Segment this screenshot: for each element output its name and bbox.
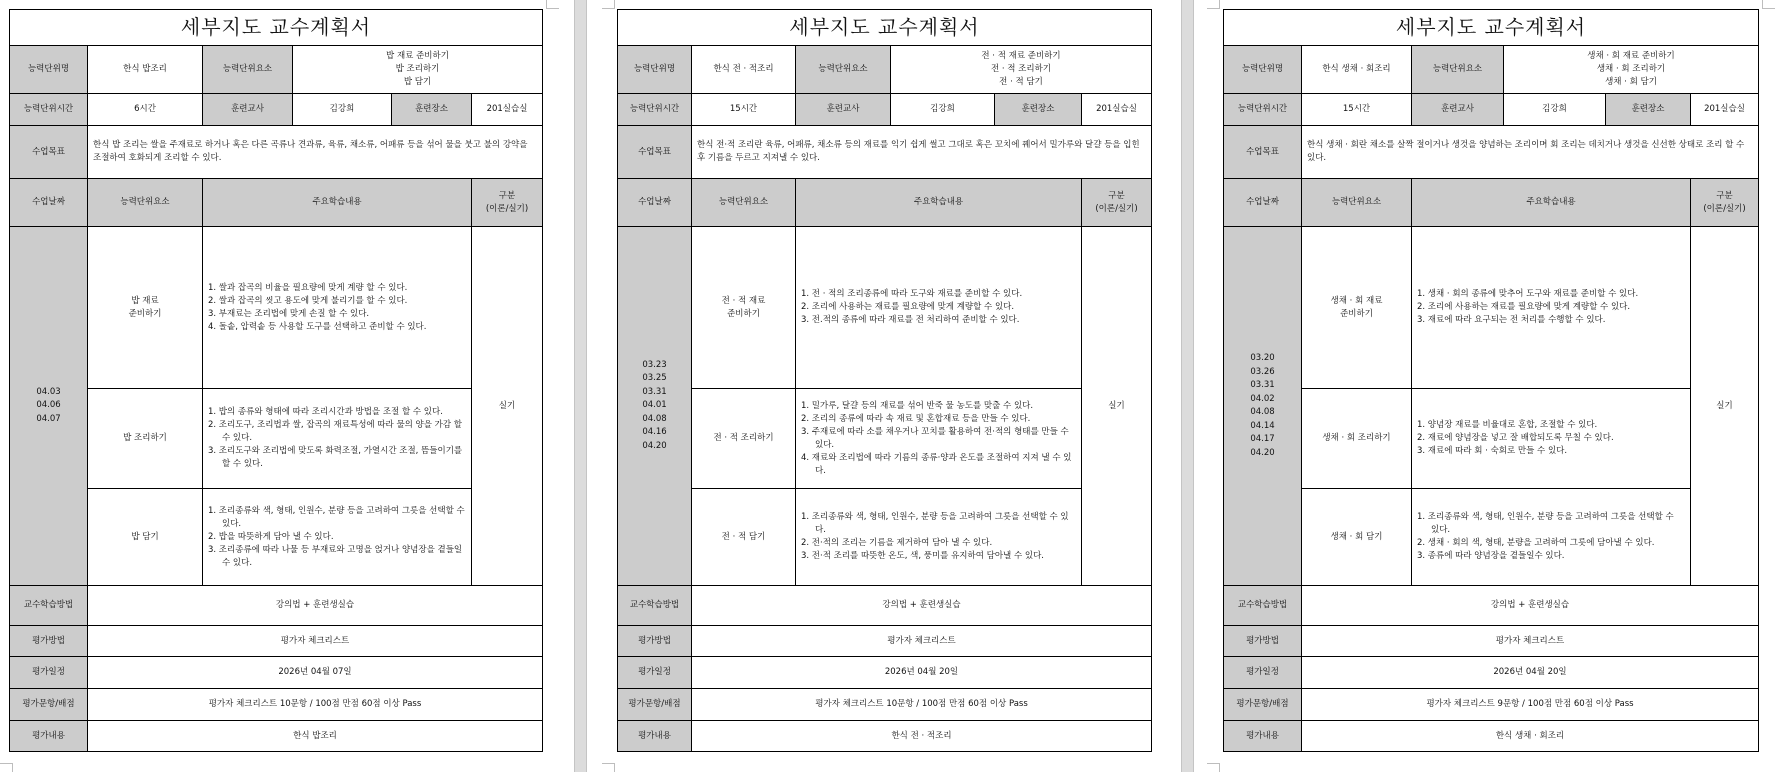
element-name-line: 전 · 적 담기 bbox=[721, 531, 766, 542]
learning-item: 1. 조리종류와 색, 형태, 인원수, 분량 등을 고려하여 그릇을 선택할 수 있다. bbox=[208, 505, 465, 529]
place-value: 201실습실 bbox=[472, 94, 543, 126]
learning-item: 1. 전 · 적의 조리종류에 따라 도구와 재료를 준비할 수 있다. bbox=[801, 289, 1023, 299]
class-date: 03.26 bbox=[1250, 366, 1275, 377]
class-date: 04.06 bbox=[36, 400, 61, 411]
page-title: 세부지도 교수계획서 bbox=[618, 10, 1152, 46]
learning-item: 1. 양념장 재료를 비율대로 혼합, 조절할 수 있다. bbox=[1417, 420, 1598, 430]
class-dates-cell bbox=[1224, 227, 1302, 586]
goal-value: 한식 밥 조리는 쌀을 주재료로 하거나 혹은 다른 곡류나 견과류, 육류, 채소류, 어패류 등을 섞어 물을 붓고 불의 강약을 조절하여 호화되게 조리할 수 있다. bbox=[88, 126, 543, 179]
eval-method-label-text: 평가방법 bbox=[638, 635, 671, 646]
learning-item: 3. 전.적의 종류에 따라 재료를 전 처리하여 준비할 수 있다. bbox=[801, 315, 1020, 325]
learning-item: 3. 조리종류에 따라 나물 등 부재료와 고명을 얹거나 양념장을 곁들일 수 있다. bbox=[208, 544, 463, 568]
place-label bbox=[392, 94, 472, 126]
element-cell bbox=[1302, 227, 1412, 389]
page-corner-mark bbox=[546, 0, 559, 9]
unit-hours-label-text: 능력단위시간 bbox=[629, 104, 680, 114]
learning-item: 1. 생채 · 회의 종류에 맞추어 도구와 재료를 준비할 수 있다. bbox=[1417, 289, 1639, 299]
element-cell bbox=[692, 227, 796, 389]
eval-items-label bbox=[618, 689, 692, 721]
unit-element-line: 생채 · 회 재료 준비하기 bbox=[1587, 51, 1675, 61]
method-label bbox=[1224, 586, 1302, 626]
learning-item: 2. 조리에 사용하는 재료를 필요량에 맞게 계량할 수 있다. bbox=[801, 302, 1015, 312]
class-date: 04.08 bbox=[1250, 407, 1275, 417]
page-title: 세부지도 교수계획서 bbox=[1224, 10, 1759, 46]
eval-date-value: 2026년 04월 20일 bbox=[692, 657, 1152, 689]
page-gap bbox=[574, 0, 587, 772]
element-name-line: 준비하기 bbox=[727, 308, 760, 319]
eval-date-value: 2026년 04월 20일 bbox=[1302, 657, 1759, 689]
eval-items-label-text: 평가문항/배점 bbox=[1236, 699, 1289, 709]
element-name-line: 생채 · 회 조리하기 bbox=[1322, 433, 1391, 443]
type-header-line: 구분 bbox=[498, 190, 516, 201]
teacher-label bbox=[203, 94, 293, 126]
element-header-text: 능력단위요소 bbox=[120, 197, 170, 207]
goal-label bbox=[618, 126, 692, 179]
learning-item: 4. 재료와 조리법에 따라 기름의 종류·양과 온도를 조절하여 지져 낼 수 있다. bbox=[801, 452, 1072, 476]
element-cell bbox=[1302, 389, 1412, 489]
element-cell bbox=[88, 489, 203, 586]
eval-content-label-text: 평가내용 bbox=[1246, 730, 1279, 741]
unit-elements-label bbox=[203, 46, 293, 94]
place-label-text: 훈련장소 bbox=[1631, 104, 1665, 114]
eval-items-label-text: 평가문항/배점 bbox=[22, 699, 75, 709]
unit-name-value: 한식 전 · 적조리 bbox=[692, 46, 796, 94]
element-cell bbox=[88, 227, 203, 389]
learning-item: 4. 돌솥, 압력솥 등 사용할 도구를 선택하고 준비할 수 있다. bbox=[208, 321, 427, 332]
teaching-plan-sheet bbox=[617, 9, 1152, 752]
element-name-line: 준비하기 bbox=[1340, 308, 1373, 319]
element-header-text: 능력단위요소 bbox=[1331, 197, 1382, 207]
unit-hours-label bbox=[1224, 94, 1302, 126]
unit-element-line: 전 · 적 조리하기 bbox=[990, 64, 1052, 74]
goal-value: 한식 전·적 조리란 육류, 어패류, 채소류 등의 재료를 익기 쉽게 썰고 그대로 혹은 꼬치에 꿰어서 밀가루와 달걀 등을 입힌 후 기름을 두르고 지져낼 수 있다. bbox=[692, 126, 1152, 179]
eval-method-value: 평가자 체크리스트 bbox=[88, 626, 543, 657]
page-corner-mark bbox=[602, 0, 615, 9]
learning-item: 1. 조리종류와 색, 형태, 인원수, 분량 등을 고려하여 그릇을 선택할 수 있다. bbox=[801, 512, 1069, 535]
content-header-text: 주요학습내용 bbox=[312, 197, 362, 207]
teacher-value: 김강희 bbox=[891, 94, 995, 126]
goal-value: 한식 생채 · 회란 채소를 살짝 절이거나 생것을 양념하는 조리이며 회 조리는 데치거나 생것을 신선한 상태로 조리 할 수 있다. bbox=[1302, 126, 1759, 179]
unit-elements-value bbox=[293, 46, 543, 94]
class-date: 03.31 bbox=[642, 386, 667, 397]
eval-date-label-text: 평가일정 bbox=[1246, 667, 1279, 677]
learning-item: 3. 조리도구와 조리법에 맞도록 화력조절, 가열시간 조절, 뜸들이기를 할 수 있다. bbox=[208, 446, 463, 469]
type-header-line: (이론/실기) bbox=[1703, 203, 1746, 214]
teacher-value: 김강희 bbox=[1504, 94, 1606, 126]
date-header-text: 수업날짜 bbox=[32, 197, 65, 207]
class-date: 04.01 bbox=[642, 400, 667, 411]
type-value: 실기 bbox=[472, 227, 543, 586]
learning-item: 1. 밀가루, 달걀 등의 재료를 섞어 반죽 물 농도를 맞출 수 있다. bbox=[801, 400, 1034, 411]
element-name-line: 생채 · 회 재료 bbox=[1330, 295, 1383, 306]
place-label-text: 훈련장소 bbox=[1021, 104, 1055, 114]
eval-content-label bbox=[1224, 721, 1302, 752]
unit-hours-label bbox=[618, 94, 692, 126]
method-label bbox=[618, 586, 692, 626]
type-header-line: (이론/실기) bbox=[485, 203, 529, 214]
unit-element-line: 밥 조리하기 bbox=[395, 64, 440, 74]
class-date: 03.31 bbox=[1250, 380, 1275, 390]
class-date: 04.07 bbox=[36, 413, 61, 424]
eval-content-value: 한식 밥조리 bbox=[88, 721, 543, 752]
teacher-value: 김강희 bbox=[293, 94, 392, 126]
unit-element-line: 전 · 적 담기 bbox=[999, 77, 1043, 87]
place-value: 201실습실 bbox=[1691, 94, 1759, 126]
eval-date-label bbox=[1224, 657, 1302, 689]
unit-element-line: 생채 · 회 담기 bbox=[1605, 77, 1657, 87]
eval-items-label bbox=[1224, 689, 1302, 721]
type-value: 실기 bbox=[1691, 227, 1759, 586]
learning-content-cell bbox=[796, 227, 1082, 389]
unit-name-value: 한식 생채 · 회조리 bbox=[1302, 46, 1412, 94]
element-name-line: 전 · 적 조리하기 bbox=[713, 433, 774, 443]
learning-content-cell bbox=[1412, 389, 1691, 489]
class-date: 04.02 bbox=[1250, 393, 1275, 404]
unit-elements-label bbox=[1412, 46, 1504, 94]
class-date: 03.23 bbox=[642, 359, 667, 370]
learning-item: 1. 조리종류와 색, 형태, 인원수, 분량 등을 고려하여 그릇을 선택할 수 있다. bbox=[1417, 512, 1674, 535]
method-value: 강의법 + 훈련생실습 bbox=[88, 586, 543, 626]
type-header bbox=[1691, 179, 1759, 227]
element-header-text: 능력단위요소 bbox=[718, 197, 769, 207]
unit-hours-label-text: 능력단위시간 bbox=[1237, 104, 1288, 114]
eval-date-label bbox=[618, 657, 692, 689]
class-date: 04.14 bbox=[1250, 420, 1275, 431]
eval-method-label bbox=[10, 626, 88, 657]
eval-date-label bbox=[10, 657, 88, 689]
content-header bbox=[203, 179, 472, 227]
unit-name-label bbox=[1224, 46, 1302, 94]
class-date: 04.17 bbox=[1250, 434, 1275, 444]
teacher-label-text: 훈련교사 bbox=[1441, 104, 1474, 114]
learning-item: 2. 쌀과 잡곡의 씻고 용도에 맞게 불리기를 할 수 있다. bbox=[208, 295, 408, 306]
page-gap bbox=[1181, 0, 1194, 772]
eval-items-label-text: 평가문항/배점 bbox=[628, 699, 681, 709]
learning-item: 3. 전·적 조리를 따뜻한 온도, 색, 풍미를 유지하여 담아낼 수 있다. bbox=[801, 551, 1045, 561]
goal-label bbox=[1224, 126, 1302, 179]
teaching-plan-sheet bbox=[9, 9, 543, 752]
learning-content-cell bbox=[796, 389, 1082, 489]
unit-element-line: 생채 · 회 조리하기 bbox=[1596, 64, 1666, 74]
element-cell bbox=[1302, 489, 1412, 586]
teacher-label-text: 훈련교사 bbox=[231, 104, 264, 114]
learning-content-cell bbox=[203, 227, 472, 389]
date-header bbox=[1224, 179, 1302, 227]
learning-item: 3. 주재료에 따라 소를 채우거나 꼬치를 활용하여 전·적의 형태를 만들 수 있다. bbox=[801, 426, 1069, 450]
type-header-line: 구분 bbox=[1108, 190, 1125, 201]
eval-content-value: 한식 생채 · 회조리 bbox=[1302, 721, 1759, 752]
unit-name-label-text: 능력단위명 bbox=[633, 64, 676, 74]
class-date: 04.16 bbox=[642, 427, 667, 438]
type-header-line: (이론/실기) bbox=[1095, 203, 1138, 214]
learning-item: 2. 조리의 종류에 따라 속 재료 및 혼합재료 등을 만들 수 있다. bbox=[801, 413, 1031, 424]
unit-hours-value: 15시간 bbox=[1302, 94, 1412, 126]
type-header bbox=[472, 179, 543, 227]
class-date: 03.20 bbox=[1250, 353, 1275, 363]
class-dates-cell bbox=[10, 227, 88, 586]
unit-elements-label-text: 능력단위요소 bbox=[818, 64, 868, 74]
eval-date-label-text: 평가일정 bbox=[638, 667, 671, 677]
method-value: 강의법 + 훈련생실습 bbox=[1302, 586, 1759, 626]
page-corner-mark bbox=[1207, 0, 1220, 9]
teacher-label bbox=[1412, 94, 1504, 126]
unit-element-line: 전 · 적 재료 준비하기 bbox=[981, 51, 1061, 61]
class-dates-cell bbox=[618, 227, 692, 586]
page-title: 세부지도 교수계획서 bbox=[10, 10, 543, 46]
learning-item: 2. 밥을 따뜻하게 담아 낼 수 있다. bbox=[208, 531, 334, 542]
eval-items-value: 평가자 체크리스트 9문항 / 100점 만점 60점 이상 Pass bbox=[1302, 689, 1759, 721]
unit-elements-value bbox=[891, 46, 1152, 94]
unit-elements-value bbox=[1504, 46, 1759, 94]
eval-method-label bbox=[1224, 626, 1302, 657]
method-label-text: 교수학습방법 bbox=[629, 600, 680, 610]
learning-item: 3. 재료에 따라 요구되는 전 처리를 수행할 수 있다. bbox=[1417, 315, 1606, 325]
element-name-line: 밥 담기 bbox=[131, 531, 159, 542]
eval-content-value: 한식 전 · 적조리 bbox=[692, 721, 1152, 752]
content-header bbox=[1412, 179, 1691, 227]
date-header-text: 수업날짜 bbox=[638, 197, 671, 207]
eval-content-label bbox=[618, 721, 692, 752]
unit-element-line: 밥 재료 준비하기 bbox=[386, 51, 449, 61]
place-label bbox=[1606, 94, 1691, 126]
element-name-line: 밥 재료 bbox=[131, 295, 159, 306]
unit-elements-label-text: 능력단위요소 bbox=[222, 64, 273, 74]
method-label-text: 교수학습방법 bbox=[1237, 600, 1288, 610]
learning-content-cell bbox=[1412, 489, 1691, 586]
element-cell bbox=[692, 389, 796, 489]
element-cell bbox=[692, 489, 796, 586]
class-date: 04.20 bbox=[642, 440, 667, 451]
unit-hours-value: 15시간 bbox=[692, 94, 796, 126]
method-label bbox=[10, 586, 88, 626]
learning-content-cell bbox=[796, 489, 1082, 586]
unit-elements-label bbox=[796, 46, 891, 94]
date-header bbox=[10, 179, 88, 227]
unit-name-value: 한식 밥조리 bbox=[88, 46, 203, 94]
element-header bbox=[1302, 179, 1412, 227]
type-header-line: 구분 bbox=[1716, 190, 1733, 201]
place-label bbox=[995, 94, 1082, 126]
teacher-label-text: 훈련교사 bbox=[826, 104, 860, 114]
unit-name-label bbox=[618, 46, 692, 94]
page-corner-mark bbox=[0, 763, 13, 772]
goal-label bbox=[10, 126, 88, 179]
place-value: 201실습실 bbox=[1082, 94, 1152, 126]
class-date: 04.20 bbox=[1250, 447, 1275, 458]
learning-item: 2. 전·적의 조리는 기름을 제거하여 담아 낼 수 있다. bbox=[801, 538, 993, 548]
content-header-text: 주요학습내용 bbox=[1526, 197, 1576, 207]
eval-method-value: 평가자 체크리스트 bbox=[692, 626, 1152, 657]
content-header-text: 주요학습내용 bbox=[913, 197, 964, 207]
eval-items-label bbox=[10, 689, 88, 721]
goal-label-text: 수업목표 bbox=[1246, 146, 1279, 157]
learning-item: 2. 재료에 양념장을 넣고 잘 배합되도록 무칠 수 있다. bbox=[1417, 433, 1614, 443]
learning-content-cell bbox=[203, 389, 472, 489]
content-header bbox=[796, 179, 1082, 227]
learning-item: 3. 부재료는 조리법에 맞게 손질 할 수 있다. bbox=[208, 308, 370, 319]
element-header bbox=[88, 179, 203, 227]
element-name-line: 생채 · 회 담기 bbox=[1330, 531, 1383, 542]
learning-content-cell bbox=[203, 489, 472, 586]
type-header bbox=[1082, 179, 1152, 227]
element-name-line: 전 · 적 재료 bbox=[721, 295, 766, 306]
eval-method-label bbox=[618, 626, 692, 657]
eval-items-value: 평가자 체크리스트 10문항 / 100점 만점 60점 이상 Pass bbox=[692, 689, 1152, 721]
method-label-text: 교수학습방법 bbox=[23, 600, 74, 610]
page-corner-mark bbox=[1762, 0, 1775, 9]
unit-name-label-text: 능력단위명 bbox=[27, 64, 70, 74]
date-header bbox=[618, 179, 692, 227]
eval-content-label bbox=[10, 721, 88, 752]
eval-content-label-text: 평가내용 bbox=[32, 730, 65, 741]
eval-date-label-text: 평가일정 bbox=[32, 667, 65, 677]
learning-item: 3. 종류에 따라 양념장을 곁들일수 있다. bbox=[1417, 551, 1565, 561]
learning-item: 1. 쌀과 잡곡의 비율을 필요량에 맞게 계량 할 수 있다. bbox=[208, 282, 408, 293]
teaching-plan-sheet bbox=[1223, 9, 1759, 752]
type-value: 실기 bbox=[1082, 227, 1152, 586]
class-date: 04.08 bbox=[642, 413, 667, 424]
learning-content-cell bbox=[1412, 227, 1691, 389]
element-header bbox=[692, 179, 796, 227]
teacher-label bbox=[796, 94, 891, 126]
element-name-line: 밥 조리하기 bbox=[123, 433, 167, 443]
learning-item: 2. 조리에 사용하는 재료를 필요량에 맞게 계량할 수 있다. bbox=[1417, 302, 1631, 312]
unit-hours-value: 6시간 bbox=[88, 94, 203, 126]
date-header-text: 수업날짜 bbox=[1246, 197, 1279, 207]
method-value: 강의법 + 훈련생실습 bbox=[692, 586, 1152, 626]
learning-item: 1. 밥의 종류와 형태에 따라 조리시간과 방법을 조절 할 수 있다. bbox=[208, 407, 443, 417]
eval-items-value: 평가자 체크리스트 10문항 / 100점 만점 60점 이상 Pass bbox=[88, 689, 543, 721]
unit-elements-label-text: 능력단위요소 bbox=[1432, 64, 1483, 74]
learning-item: 3. 재료에 따라 회 · 숙회로 만들 수 있다. bbox=[1417, 446, 1568, 456]
goal-label-text: 수업목표 bbox=[638, 146, 671, 157]
element-name-line: 준비하기 bbox=[128, 308, 162, 319]
eval-method-label-text: 평가방법 bbox=[32, 635, 65, 646]
class-date: 04.03 bbox=[36, 386, 61, 397]
page-corner-mark bbox=[1207, 763, 1220, 772]
eval-content-label-text: 평가내용 bbox=[638, 730, 671, 741]
unit-element-line: 밥 담기 bbox=[403, 77, 432, 87]
learning-item: 2. 생채 · 회의 색, 형태, 분량을 고려하여 그릇에 담아낼 수 있다. bbox=[1417, 538, 1655, 548]
unit-name-label-text: 능력단위명 bbox=[1241, 64, 1284, 74]
element-cell bbox=[88, 389, 203, 489]
unit-name-label bbox=[10, 46, 88, 94]
unit-hours-label bbox=[10, 94, 88, 126]
learning-item: 2. 조리도구, 조리법과 쌀, 잡곡의 재료특성에 따라 물의 양을 가감 할 수 있다. bbox=[208, 420, 463, 443]
goal-label-text: 수업목표 bbox=[32, 146, 65, 157]
eval-date-value: 2026년 04월 07일 bbox=[88, 657, 543, 689]
eval-method-value: 평가자 체크리스트 bbox=[1302, 626, 1759, 657]
unit-hours-label-text: 능력단위시간 bbox=[23, 104, 74, 114]
class-date: 03.25 bbox=[642, 373, 667, 384]
place-label-text: 훈련장소 bbox=[415, 104, 448, 114]
page-corner-mark bbox=[602, 763, 615, 772]
eval-method-label-text: 평가방법 bbox=[1246, 635, 1279, 646]
